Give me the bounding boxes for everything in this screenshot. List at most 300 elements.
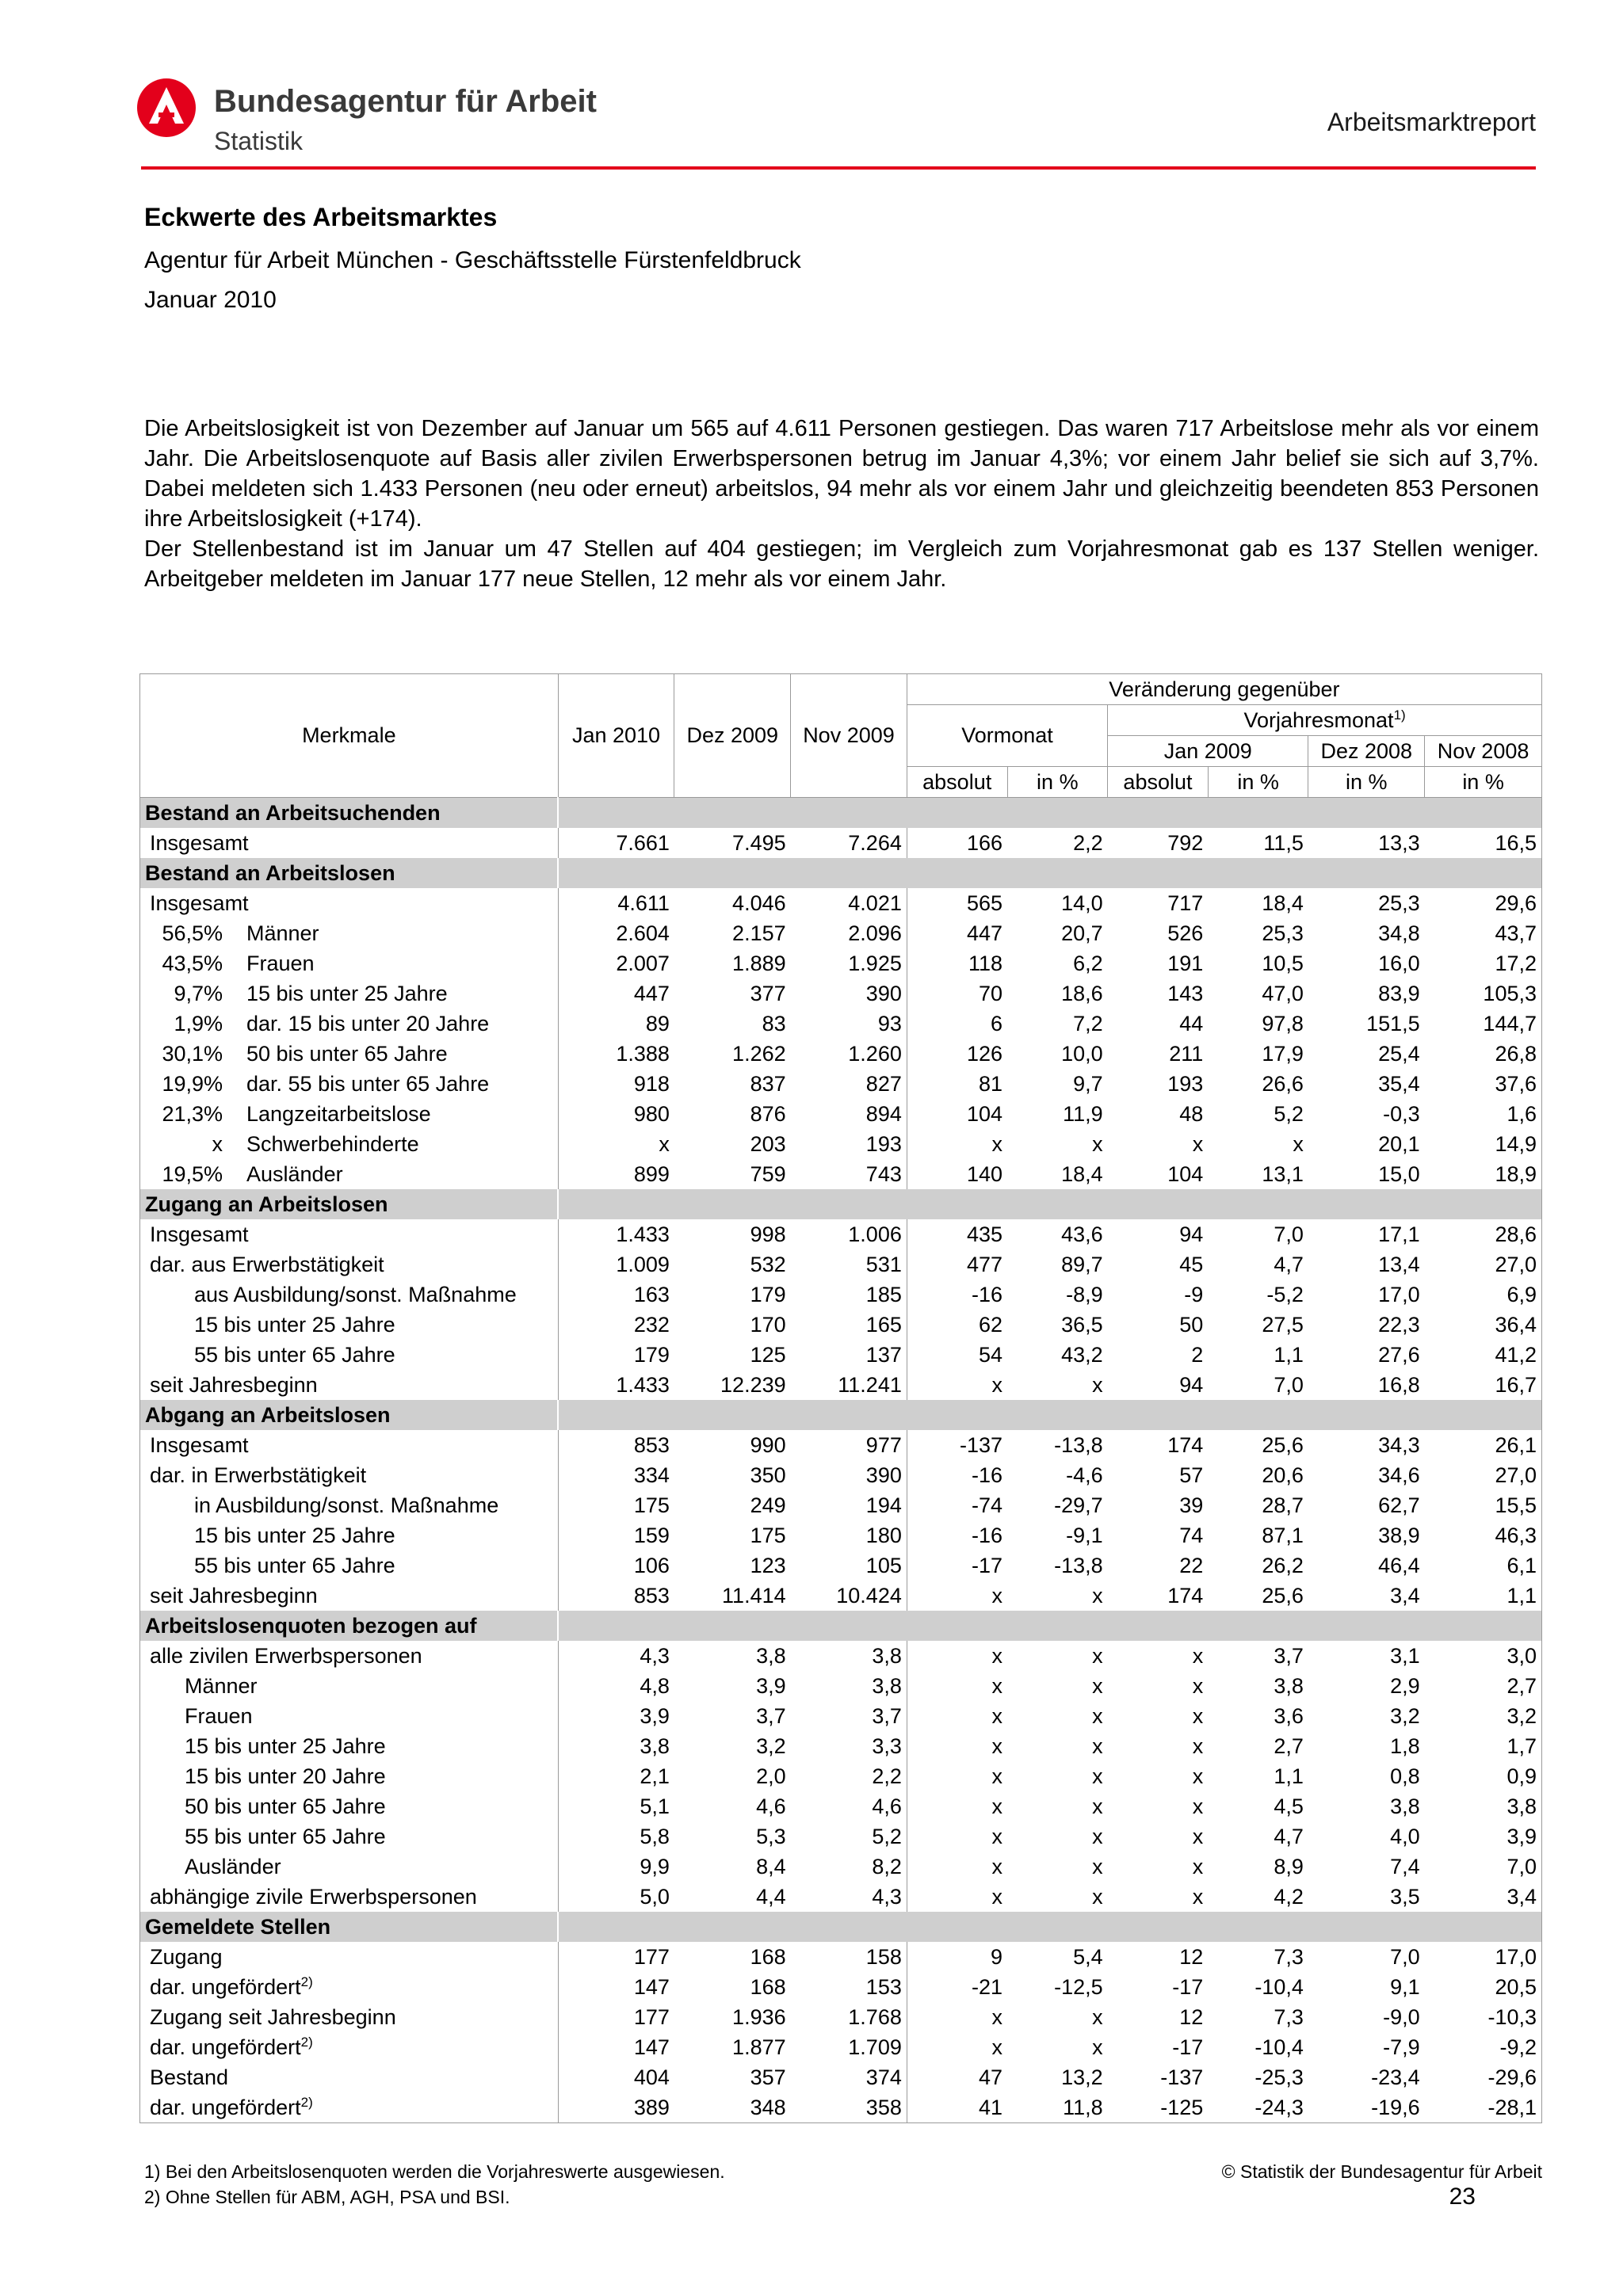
table-row — [140, 1972, 1542, 2002]
section-title: Gemeldete Stellen — [140, 1912, 559, 1942]
section-row — [140, 858, 1542, 888]
section-fill — [558, 1400, 1541, 1430]
table-row — [140, 1821, 1542, 1852]
cell-value: 36,4 — [1425, 1310, 1542, 1340]
row-label-text: Frauen — [246, 951, 315, 975]
cell-value: -24,3 — [1208, 2092, 1308, 2123]
cell-value: 163 — [633, 1282, 670, 1306]
cell-value: 15,5 — [1425, 1490, 1542, 1520]
cell-value: 123 — [750, 1553, 786, 1577]
page-title: Eckwerte des Arbeitsmarktes — [144, 203, 498, 231]
row-share: 43,5% — [162, 951, 223, 975]
cell-value: 4,4 — [756, 1884, 786, 1909]
cell-value: 3,8 — [1390, 1794, 1420, 1818]
section-row — [140, 1611, 1542, 1641]
cell-value: 9 — [990, 1944, 1002, 1969]
cell-value: 3,4 — [1390, 1583, 1420, 1608]
row-label — [140, 1039, 559, 1069]
table-row — [140, 1129, 1542, 1159]
cell-value: 20,1 — [1378, 1131, 1420, 1156]
cell-value: 2.007 — [616, 951, 670, 975]
cell-value: 185 — [791, 1280, 907, 1310]
row-label — [140, 1129, 559, 1159]
header-dez2008: Dez 2008 — [1308, 736, 1425, 767]
cell-value: 4,3 — [640, 1643, 670, 1668]
cell-value: 3,2 — [756, 1733, 786, 1758]
cell-value: 1,1 — [1274, 1342, 1304, 1367]
cell-value: 477 — [966, 1252, 1002, 1276]
cell-value: -17 — [971, 1553, 1002, 1577]
cell-value: 50 — [1179, 1312, 1204, 1337]
cell-value: 12 — [1179, 2004, 1204, 2029]
row-label — [140, 948, 559, 978]
cell-value: 25,4 — [1378, 1041, 1420, 1066]
cell-value: 17,9 — [1262, 1041, 1304, 1066]
cell-value: x — [991, 1733, 1002, 1758]
section-row — [140, 1912, 1542, 1942]
cell-value: 126 — [966, 1041, 1002, 1066]
cell-value: 106 — [633, 1553, 670, 1577]
cell-value: 43,2 — [1061, 1342, 1103, 1367]
row-share: 21,3% — [162, 1101, 223, 1126]
cell-value: 48 — [1179, 1101, 1204, 1126]
cell-value: 0,8 — [1390, 1764, 1420, 1788]
section-row — [140, 1400, 1542, 1430]
header-veraenderung: Veränderung gegenüber — [907, 674, 1541, 705]
cell-value: 2 — [1191, 1342, 1204, 1367]
cell-value: 4,6 — [791, 1791, 907, 1821]
row-label-text: Bestand — [150, 2065, 229, 2089]
cell-value: 18,4 — [1061, 1161, 1103, 1186]
cell-value: 2,2 — [791, 1761, 907, 1791]
table-body — [140, 798, 1542, 2123]
cell-value: 1,7 — [1425, 1731, 1542, 1761]
cell-value: 3,2 — [1390, 1703, 1420, 1728]
cell-value: 26,8 — [1425, 1039, 1542, 1069]
header-inpct: in % — [1308, 767, 1425, 798]
row-label — [140, 918, 559, 948]
cell-value: x — [991, 1131, 1002, 1156]
row-label-text: dar. aus Erwerbstätigkeit — [150, 1252, 384, 1276]
cell-value: 1.009 — [616, 1252, 670, 1276]
cell-value: 7.495 — [732, 830, 786, 855]
cell-value: 25,3 — [1262, 921, 1304, 945]
cell-value: 62,7 — [1378, 1493, 1420, 1517]
cell-value: -74 — [971, 1493, 1002, 1517]
cell-value: 1.709 — [791, 2032, 907, 2062]
cell-value: -0,3 — [1383, 1101, 1420, 1126]
cell-value: 743 — [791, 1159, 907, 1189]
cell-value: 89,7 — [1061, 1252, 1103, 1276]
cell-value: 3,9 — [756, 1673, 786, 1698]
cell-value: 168 — [750, 1974, 786, 1999]
table-row — [140, 1219, 1542, 1249]
cell-value: x — [991, 1824, 1002, 1848]
cell-value: -125 — [1108, 2092, 1209, 2123]
labour-market-table — [139, 673, 1542, 2123]
cell-value: 11,5 — [1263, 830, 1304, 855]
row-label-text: dar. ungefördert — [150, 1975, 301, 1999]
cell-value: 998 — [750, 1222, 786, 1246]
row-label — [140, 1581, 559, 1611]
row-label — [140, 1159, 559, 1189]
table-row — [140, 1009, 1542, 1039]
cell-value: 1.433 — [616, 1222, 670, 1246]
cell-value: 3,7 — [1274, 1643, 1304, 1668]
table-row — [140, 1701, 1542, 1731]
row-label — [140, 1430, 559, 1460]
section-fill — [558, 1189, 1541, 1219]
cell-value: x — [1092, 1733, 1103, 1758]
table-row — [140, 1581, 1542, 1611]
cell-value: 143 — [1167, 981, 1204, 1005]
cell-value: 11,8 — [1007, 2092, 1108, 2123]
cell-value: 18,4 — [1262, 891, 1304, 915]
cell-value: x — [1092, 1131, 1103, 1156]
row-label-text: 50 bis unter 65 Jahre — [185, 1794, 386, 1818]
cell-value: 17,2 — [1425, 948, 1542, 978]
cell-value: 1.768 — [791, 2002, 907, 2032]
cell-value: 18,6 — [1061, 981, 1103, 1005]
section-fill — [558, 1912, 1541, 1942]
cell-value: 1,1 — [1425, 1581, 1542, 1611]
cell-value: 12.239 — [720, 1372, 786, 1397]
row-label-text: 15 bis unter 25 Jahre — [194, 1523, 395, 1547]
cell-value: 3,7 — [756, 1703, 786, 1728]
cell-value: 175 — [750, 1523, 786, 1547]
cell-value: x — [1192, 1884, 1204, 1909]
cell-value: 4,5 — [1274, 1794, 1304, 1818]
cell-value: -13,8 — [1054, 1553, 1103, 1577]
row-label-text: Insgesamt — [150, 1432, 249, 1457]
cell-value: 249 — [750, 1493, 786, 1517]
table-row — [140, 1882, 1542, 1912]
cell-value: 918 — [633, 1071, 670, 1096]
cell-value: 532 — [750, 1252, 786, 1276]
cell-value: 4,3 — [791, 1882, 907, 1912]
cell-value: 174 — [1167, 1583, 1204, 1608]
cell-value: 193 — [1167, 1071, 1204, 1096]
table-row — [140, 1490, 1542, 1520]
cell-value: 83 — [762, 1011, 786, 1035]
cell-value: 7,0 — [1390, 1944, 1420, 1969]
cell-value: -16 — [971, 1463, 1002, 1487]
cell-value: 87,1 — [1262, 1523, 1304, 1547]
footnote-1: 1) Bei den Arbeitslosenquoten werden die Vorjahreswerte ausgewiesen. — [144, 2161, 725, 2182]
cell-value: 7,0 — [1425, 1852, 1542, 1882]
row-label — [140, 1009, 559, 1039]
cell-value: 35,4 — [1378, 1071, 1420, 1096]
cell-value: 193 — [791, 1129, 907, 1159]
cell-value: -16 — [971, 1282, 1002, 1306]
cell-value: x — [1293, 1131, 1304, 1156]
section-fill — [558, 858, 1541, 888]
cell-value: -10,4 — [1254, 2035, 1304, 2059]
row-label-text: Schwerbehinderte — [246, 1131, 419, 1156]
cell-value: 43,6 — [1061, 1222, 1103, 1246]
cell-value: 3,7 — [791, 1701, 907, 1731]
section-fill — [558, 798, 1541, 829]
cell-value: 37,6 — [1425, 1069, 1542, 1099]
cell-value: -4,6 — [1066, 1463, 1103, 1487]
section-title: Zugang an Arbeitslosen — [140, 1189, 559, 1219]
cell-value: 2,9 — [1390, 1673, 1420, 1698]
cell-value: 25,6 — [1262, 1583, 1304, 1608]
cell-value: 3,4 — [1425, 1882, 1542, 1912]
table-row — [140, 2002, 1542, 2032]
cell-value: x — [1092, 2035, 1103, 2059]
cell-value: 2,1 — [640, 1764, 670, 1788]
cell-value: 3,5 — [1390, 1884, 1420, 1909]
row-label — [140, 1761, 559, 1791]
cell-value: x — [1092, 1854, 1103, 1878]
cell-value: 3,8 — [791, 1641, 907, 1671]
cell-value: -9 — [1184, 1282, 1204, 1306]
cell-value: 4,6 — [756, 1794, 786, 1818]
cell-value: 179 — [633, 1342, 670, 1367]
table-row — [140, 2032, 1542, 2062]
cell-value: 28,7 — [1262, 1493, 1304, 1517]
cell-value: 3,3 — [791, 1731, 907, 1761]
table-row — [140, 1159, 1542, 1189]
cell-value: -5,2 — [1266, 1282, 1304, 1306]
table-row — [140, 2062, 1542, 2092]
row-label-text: Ausländer — [246, 1161, 343, 1186]
cell-value: 837 — [750, 1071, 786, 1096]
cell-value: 97,8 — [1262, 1011, 1304, 1035]
cell-value: x — [991, 1854, 1002, 1878]
cell-value: 357 — [750, 2065, 786, 2089]
cell-value: 89 — [645, 1011, 670, 1035]
row-label — [140, 2092, 559, 2123]
section-title: Bestand an Arbeitsuchenden — [140, 798, 559, 829]
row-label-text: Insgesamt — [150, 891, 249, 915]
footnote-2: 2) Ohne Stellen für ABM, AGH, PSA und BSI. — [144, 2187, 510, 2207]
cell-value: 13,2 — [1061, 2065, 1103, 2089]
row-label-text: dar. ungefördert — [150, 2035, 301, 2059]
cell-value: 4,7 — [1274, 1824, 1304, 1848]
cell-value: 17,1 — [1378, 1222, 1420, 1246]
cell-value: 16,0 — [1378, 951, 1420, 975]
cell-value: 11,9 — [1063, 1101, 1103, 1126]
row-share: 1,9% — [174, 1011, 223, 1035]
cell-value: 44 — [1179, 1011, 1204, 1035]
cell-value: 5,2 — [1274, 1101, 1304, 1126]
row-label — [140, 1791, 559, 1821]
cell-value: 70 — [978, 981, 1002, 1005]
section-title: Arbeitslosenquoten bezogen auf — [140, 1611, 559, 1641]
cell-value: 13,4 — [1378, 1252, 1420, 1276]
cell-value: 10,5 — [1262, 951, 1304, 975]
cell-value: 2,0 — [756, 1764, 786, 1788]
cell-value: x — [991, 1764, 1002, 1788]
row-label — [140, 828, 559, 858]
cell-value: 28,6 — [1425, 1219, 1542, 1249]
row-label-text: Frauen — [185, 1703, 253, 1728]
cell-value: 7,3 — [1274, 2004, 1304, 2029]
cell-value: 26,2 — [1262, 1553, 1304, 1577]
row-label — [140, 1882, 559, 1912]
cell-value: 531 — [791, 1249, 907, 1280]
cell-value: 29,6 — [1425, 888, 1542, 918]
cell-value: x — [991, 2035, 1002, 2059]
row-share: 56,5% — [162, 921, 223, 945]
cell-value: 47 — [978, 2065, 1002, 2089]
header-dez2009: Dez 2009 — [674, 674, 791, 798]
cell-value: -137 — [1160, 2065, 1204, 2089]
table-row — [140, 1942, 1542, 1972]
cell-value: 26,6 — [1262, 1071, 1304, 1096]
cell-value: 17,0 — [1425, 1942, 1542, 1972]
row-label — [140, 1731, 559, 1761]
cell-value: 565 — [966, 891, 1002, 915]
row-label-text: 15 bis unter 25 Jahre — [194, 1312, 395, 1337]
row-label — [140, 1460, 559, 1490]
cell-value: 47,0 — [1262, 981, 1304, 1005]
cell-value: 16,5 — [1425, 828, 1542, 858]
cell-value: 899 — [633, 1161, 670, 1186]
cell-value: 39 — [1179, 1493, 1204, 1517]
footnote-marker: 2) — [300, 2095, 313, 2110]
cell-value: x — [1092, 2004, 1103, 2029]
cell-value: 5,3 — [756, 1824, 786, 1848]
cell-value: 165 — [791, 1310, 907, 1340]
cell-value: 104 — [966, 1101, 1002, 1126]
cell-value: 348 — [674, 2092, 791, 2123]
row-label-text: Insgesamt — [150, 830, 249, 855]
cell-value: x — [1092, 1824, 1103, 1848]
cell-value: 153 — [791, 1972, 907, 2002]
section-row — [140, 798, 1542, 829]
cell-value: 105,3 — [1425, 978, 1542, 1009]
row-label-text: dar. ungefördert — [150, 2096, 301, 2119]
table-row — [140, 1852, 1542, 1882]
header-jan2009: Jan 2009 — [1108, 736, 1308, 767]
cell-value: x — [991, 1372, 1002, 1397]
cell-value: 6 — [990, 1011, 1002, 1035]
row-label — [140, 1671, 559, 1701]
cell-value: 194 — [791, 1490, 907, 1520]
cell-value: 22 — [1179, 1553, 1204, 1577]
cell-value: -29,7 — [1054, 1493, 1103, 1517]
cell-value: 125 — [750, 1342, 786, 1367]
summary-text — [144, 414, 1539, 594]
cell-value: 3,8 — [1274, 1673, 1304, 1698]
row-label-text: aus Ausbildung/sonst. Maßnahme — [194, 1282, 517, 1306]
cell-value: 827 — [791, 1069, 907, 1099]
table-row — [140, 978, 1542, 1009]
cell-value: 151,5 — [1366, 1011, 1420, 1035]
cell-value: 105 — [791, 1550, 907, 1581]
table-row — [140, 1069, 1542, 1099]
row-label — [140, 888, 559, 918]
row-share: 30,1% — [162, 1041, 223, 1066]
row-share: 9,7% — [174, 981, 223, 1005]
cell-value: 27,0 — [1425, 1460, 1542, 1490]
header-nov2008: Nov 2008 — [1425, 736, 1542, 767]
cell-value: 13,3 — [1378, 830, 1420, 855]
cell-value: x — [1092, 1794, 1103, 1818]
cell-value: x — [991, 1673, 1002, 1698]
cell-value: -9,0 — [1383, 2004, 1420, 2029]
cell-value: 404 — [633, 2065, 670, 2089]
table-row — [140, 1460, 1542, 1490]
table-row — [140, 1791, 1542, 1821]
cell-value: x — [991, 1884, 1002, 1909]
cell-value: 1,8 — [1390, 1733, 1420, 1758]
row-label-text: Langzeitarbeitslose — [246, 1101, 431, 1126]
cell-value: 159 — [633, 1523, 670, 1547]
cell-value: 8,2 — [791, 1852, 907, 1882]
cell-value: 3,2 — [1425, 1701, 1542, 1731]
cell-value: -23,4 — [1371, 2065, 1420, 2089]
row-label-text: 55 bis unter 65 Jahre — [185, 1824, 386, 1848]
cell-value: x — [991, 1643, 1002, 1668]
cell-value: 447 — [966, 921, 1002, 945]
header-inpct: in % — [1425, 767, 1542, 798]
header-absolut: absolut — [907, 767, 1007, 798]
cell-value: 26,1 — [1425, 1430, 1542, 1460]
cell-value: 4.611 — [617, 891, 670, 915]
cell-value: 54 — [978, 1342, 1002, 1367]
cell-value: 7,3 — [1274, 1944, 1304, 1969]
cell-value: 350 — [750, 1463, 786, 1487]
cell-value: 7,0 — [1274, 1372, 1304, 1397]
cell-value: 1.260 — [791, 1039, 907, 1069]
cell-value: -17 — [1172, 2035, 1204, 2059]
table-row — [140, 828, 1542, 858]
cell-value: 180 — [791, 1520, 907, 1550]
header-vormonat: Vormonat — [907, 705, 1107, 767]
cell-value: x — [1192, 1764, 1204, 1788]
row-label-text: Männer — [246, 921, 319, 945]
row-label — [140, 1972, 559, 2002]
cell-value: 1.877 — [732, 2035, 786, 2059]
cell-value: 14,0 — [1061, 891, 1103, 915]
cell-value: 5,0 — [640, 1884, 670, 1909]
row-label — [140, 1310, 559, 1340]
cell-value: x — [1192, 1854, 1204, 1878]
cell-value: 374 — [791, 2062, 907, 2092]
table-row — [140, 1280, 1542, 1310]
cell-value: 894 — [791, 1099, 907, 1129]
row-label — [140, 1942, 559, 1972]
cell-value: 46,3 — [1425, 1520, 1542, 1550]
cell-value: 1.936 — [732, 2004, 786, 2029]
row-label — [140, 1490, 559, 1520]
cell-value: 5,1 — [640, 1794, 670, 1818]
row-label — [140, 1340, 559, 1370]
cell-value: 390 — [791, 1460, 907, 1490]
header-inpct: in % — [1208, 767, 1308, 798]
cell-value: 2.604 — [616, 921, 670, 945]
cell-value: 147 — [633, 2035, 670, 2059]
row-label-text: Zugang — [150, 1944, 223, 1969]
cell-value: 3,1 — [1390, 1643, 1420, 1668]
cell-value: 34,3 — [1378, 1432, 1420, 1457]
cell-value: -12,5 — [1054, 1974, 1103, 1999]
cell-value: 447 — [633, 981, 670, 1005]
cell-value: x — [1092, 1643, 1103, 1668]
table-row — [140, 1520, 1542, 1550]
cell-value: 137 — [791, 1340, 907, 1370]
cell-value: 3,8 — [1425, 1791, 1542, 1821]
cell-value: 9,1 — [1390, 1974, 1420, 1999]
row-label — [140, 2002, 559, 2032]
row-label — [140, 1249, 559, 1280]
cell-value: 27,0 — [1425, 1249, 1542, 1280]
table-row — [140, 1249, 1542, 1280]
